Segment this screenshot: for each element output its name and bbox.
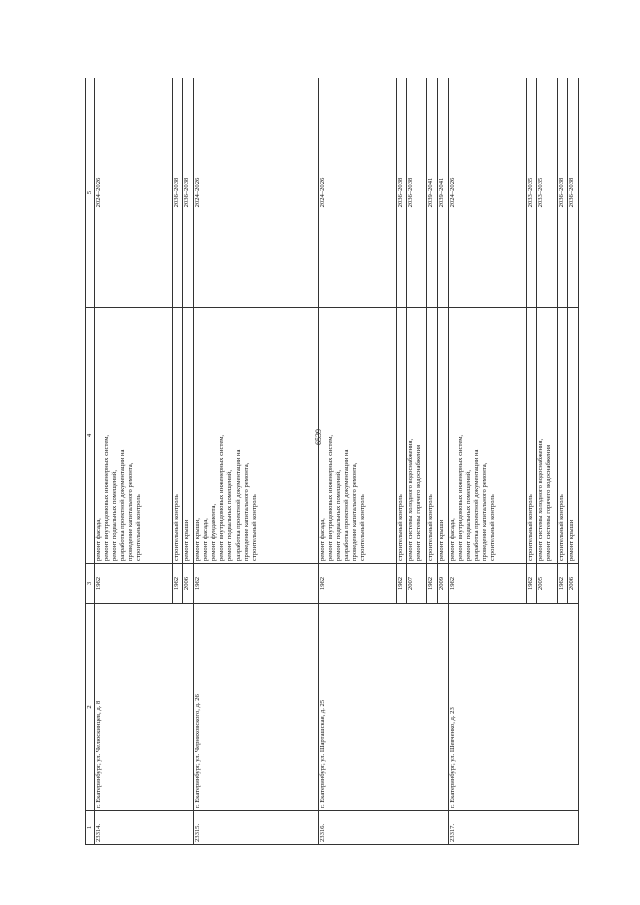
year-cell: 2006	[568, 564, 579, 604]
row-number-cell: 23314.	[95, 811, 194, 845]
address-cell: г. Екатеринбург, ул. Шарташская, д. 25	[318, 604, 448, 811]
period-cell: 2039–2041	[438, 78, 449, 308]
year-cell: 1962	[526, 564, 537, 604]
year-cell: 1962	[448, 564, 526, 604]
header-col-4: 4	[86, 308, 95, 564]
work-type-cell: ремонт крыши, ремонт фасада, ремонт фундамента, ремонт внутридомовых инженерных систем, ремонт подвальных помещений, разработка проектной документации на проведение капитального ремонта, строительный контроль	[194, 308, 319, 564]
period-cell: 2024–2026	[194, 78, 319, 308]
repair-schedule-table	[85, 78, 579, 845]
work-type-cell: ремонт крыши	[438, 308, 449, 564]
period-cell: 2036–2038	[568, 78, 579, 308]
year-cell: 1962	[172, 564, 183, 604]
period-cell: 2036–2038	[407, 78, 427, 308]
year-cell: 1962	[318, 564, 396, 604]
period-cell: 2036–2038	[396, 78, 407, 308]
year-cell: 2007	[407, 564, 427, 604]
work-type-cell: ремонт фасада, ремонт внутридомовых инженерных систем, ремонт подвальных помещений, разработка проектной документации на проведение капитального ремонта, строительный контроль	[448, 308, 526, 564]
work-type-cell: ремонт фасада, ремонт внутридомовых инженерных систем, ремонт подвальных помещений, разработка проектной документации на проведение капитального ремонта, строительный контроль	[95, 308, 173, 564]
work-type-cell: ремонт фасада, ремонт внутридомовых инженерных систем, ремонт подвальных помещений, разработка проектной документации на проведение капитального ремонта, строительный контроль	[318, 308, 396, 564]
page-number: 6539	[314, 429, 323, 445]
work-type-cell: ремонт крыши	[183, 308, 194, 564]
work-type-cell: строительный контроль	[427, 308, 438, 564]
address-cell: г. Екатеринбург, ул. Челюскинцев, д. 8	[95, 604, 194, 811]
row-number-cell: 23315.	[194, 811, 319, 845]
period-cell: 2036–2038	[183, 78, 194, 308]
table-row	[318, 78, 396, 845]
period-cell: 2036–2038	[557, 78, 568, 308]
table-row	[95, 78, 173, 845]
header-col-1: 1	[86, 811, 95, 845]
work-type-cell: ремонт крыши	[568, 308, 579, 564]
period-cell: 2024–2026	[318, 78, 396, 308]
table-row	[194, 78, 319, 845]
header-col-5: 5	[86, 78, 95, 308]
work-type-cell: строительный контроль	[172, 308, 183, 564]
header-col-3: 3	[86, 564, 95, 604]
period-cell: 2036–2038	[172, 78, 183, 308]
year-cell: 1962	[427, 564, 438, 604]
work-type-cell: строительный контроль	[557, 308, 568, 564]
work-type-cell: ремонт системы холодного водоснабжения, ремонт системы горячего водоснабжения	[537, 308, 557, 564]
period-cell: 2033–2035	[526, 78, 537, 308]
year-cell: 1962	[557, 564, 568, 604]
year-cell: 2006	[183, 564, 194, 604]
table-body	[95, 78, 579, 845]
row-number-cell: 23316.	[318, 811, 448, 845]
period-cell: 2024–2026	[95, 78, 173, 308]
period-cell: 2024–2026	[448, 78, 526, 308]
year-cell: 1962	[95, 564, 173, 604]
work-type-cell: строительный контроль	[526, 308, 537, 564]
year-cell: 2009	[438, 564, 449, 604]
year-cell: 1962	[396, 564, 407, 604]
work-type-cell: ремонт системы холодного водоснабжения, ремонт системы горячего водоснабжения	[407, 308, 427, 564]
address-cell: г. Екатеринбург, ул. Черняховского, д. 26	[194, 604, 319, 811]
header-col-2: 2	[86, 604, 95, 811]
row-number-cell: 23317.	[448, 811, 578, 845]
period-cell: 2039–2041	[427, 78, 438, 308]
year-cell: 1962	[194, 564, 319, 604]
address-cell: г. Екатеринбург, ул. Шевченко, д. 23	[448, 604, 578, 811]
period-cell: 2033–2035	[537, 78, 557, 308]
table-container	[85, 78, 579, 845]
table-row	[448, 78, 526, 845]
header-row	[86, 78, 95, 845]
rotated-table-frame	[85, 78, 579, 845]
work-type-cell: строительный контроль	[396, 308, 407, 564]
year-cell: 2005	[537, 564, 557, 604]
